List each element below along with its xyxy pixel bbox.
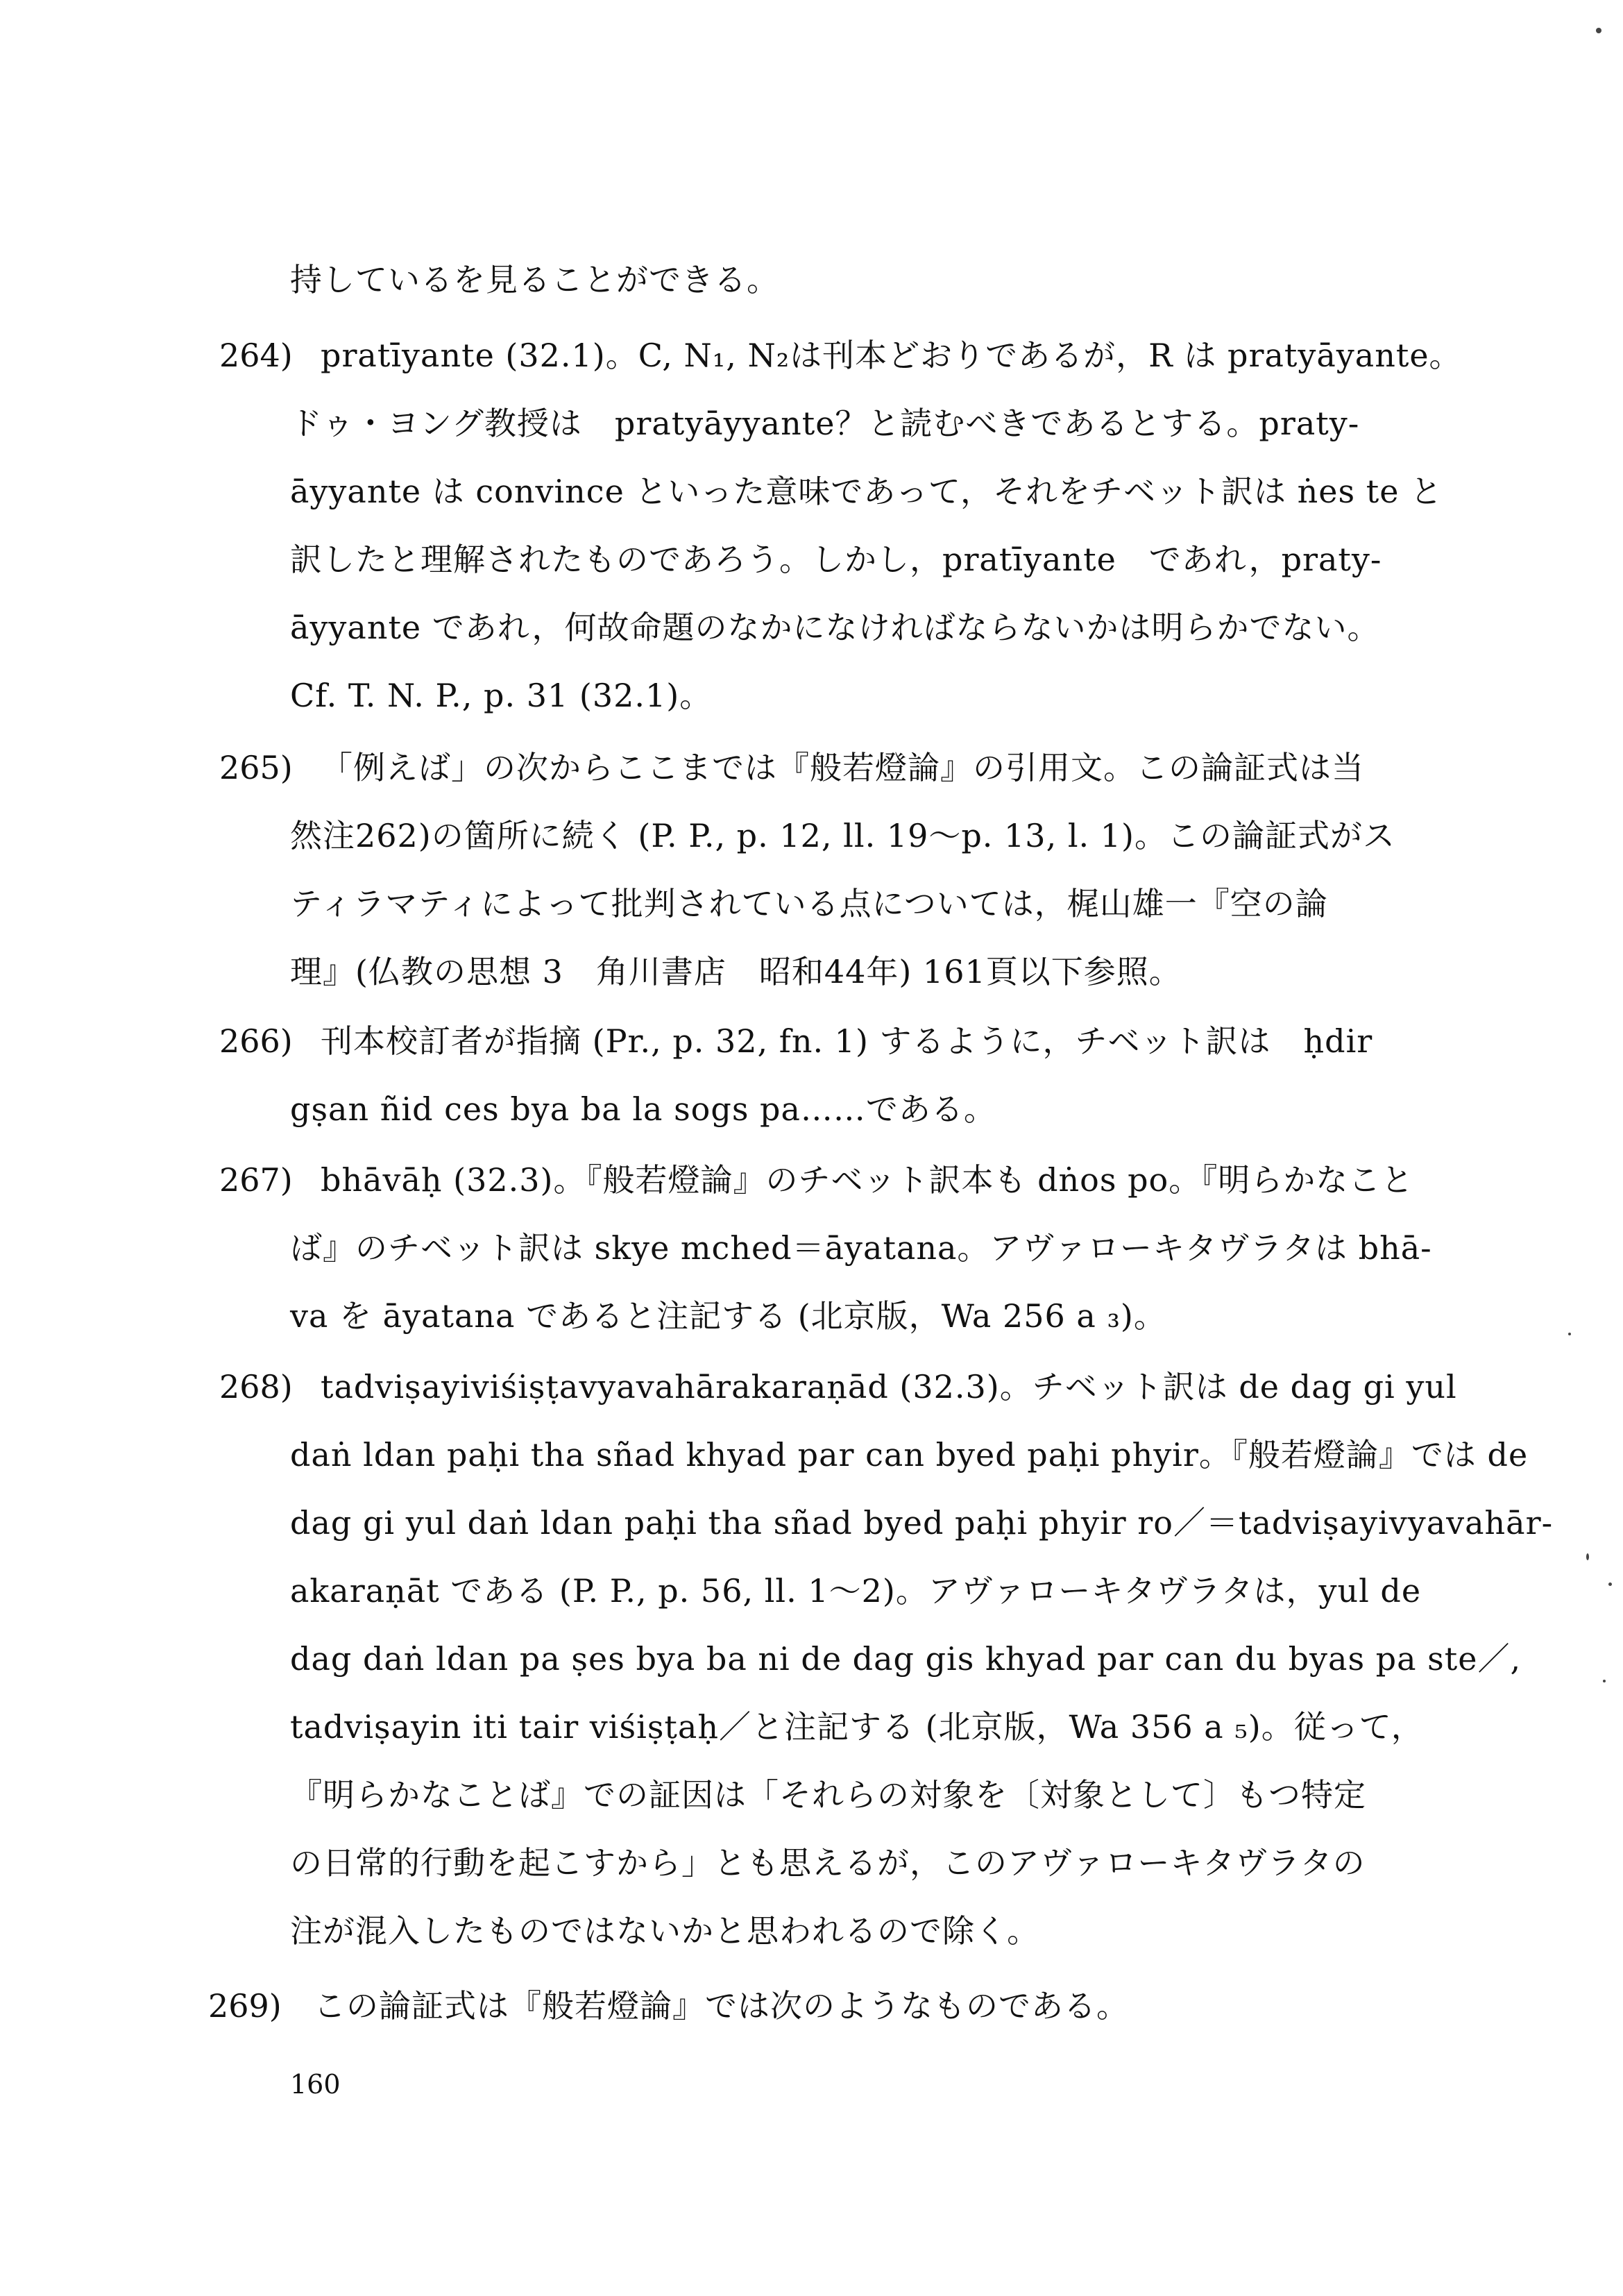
note-line: の日常的行動を起こすから」とも思えるが，このアヴァローキタヴラタの <box>290 1844 1366 1882</box>
note-line: 訳したと理解されたものであろう。しかし，pratīyante であれ，praty- <box>290 541 1382 578</box>
note-number: 267) <box>219 1161 293 1199</box>
note-line: va を āyatana であると注記する (北京版，Wa 256 a ₃)。 <box>290 1297 1166 1335</box>
note-line: 『明らかなことば』での証因は「それらの対象を〔対象として〕もつ特定 <box>290 1776 1366 1814</box>
note-line: āyyante は convince といった意味であって，それをチベット訳は ṅes te と <box>290 473 1443 510</box>
note-line: 然注262)の箇所に続く (P. P., p. 12, ll. 19～p. 13, l. 1)。この論証式がス <box>290 817 1395 854</box>
note-line: 刊本校訂者が指摘 (Pr., p. 32, fn. 1) するように，チベット訳は ḥdir <box>321 1022 1373 1060</box>
note-line: tadviṣayiviśiṣṭavyavahārakaraṇād (32.3)。チベット訳は de dag gi yul <box>321 1368 1457 1406</box>
note-line: bhāvāḥ (32.3)。『般若燈論』のチベット訳本も dṅos po。『明らかなこと <box>321 1161 1414 1199</box>
note-line: ドゥ・ヨング教授は pratyāyyante？と読むべきであるとする。praty- <box>290 405 1360 442</box>
note-line: ば』のチベット訳は skye mched＝āyatana。アヴァローキタヴラタは bhā- <box>290 1229 1432 1267</box>
note-line: dag gi yul daṅ ldan paḥi tha sñad byed paḥi phyir ro／＝tadviṣayivyavahār- <box>290 1504 1554 1542</box>
note-number: 266) <box>219 1022 293 1060</box>
page-number: 160 <box>290 2069 341 2100</box>
note-line: dag daṅ ldan pa ṣes bya ba ni de dag gis khyad par can du byas pa ste／, <box>290 1640 1522 1678</box>
note-number: 269) <box>208 1987 282 2025</box>
note-number: 268) <box>219 1368 293 1406</box>
continuation-line: 持しているを見ることができる。 <box>290 261 779 298</box>
note-line: āyyante であれ，何故命題のなかになければならないかは明らかでない。 <box>290 609 1380 646</box>
note-line: gṣan ñid ces bya ba la sogs pa……である。 <box>290 1090 996 1128</box>
note-line: 注が混入したものではないかと思われるので除く。 <box>290 1912 1040 1950</box>
scan-speck <box>1596 28 1601 33</box>
scan-speck <box>1586 1553 1589 1560</box>
note-line: tadviṣayin iti tair viśiṣṭaḥ／と注記する (北京版，Wa 356 a ₅)。従って， <box>290 1708 1424 1746</box>
note-line: akaraṇāt である (P. P., p. 56, ll. 1～2)。アヴァローキタヴラタは，yul de <box>290 1572 1422 1610</box>
note-line: Cf. T. N. P., p. 31 (32.1)。 <box>290 677 713 714</box>
scan-speck <box>1603 1680 1606 1682</box>
note-line: この論証式は『般若燈論』では次のようなものである。 <box>314 1987 1129 2025</box>
note-number: 265) <box>219 749 293 786</box>
note-line: 「例えば」の次からここまでは『般若燈論』の引用文。この論証式は当 <box>321 749 1364 786</box>
note-line: pratīyante (32.1)。C, N₁, N₂は刊本どおりであるが，R は pratyāyante。 <box>321 337 1462 374</box>
note-number: 264) <box>219 337 293 374</box>
scan-speck <box>1568 1333 1571 1335</box>
note-line: daṅ ldan paḥi tha sñad khyad par can byed paḥi phyir。『般若燈論』では de <box>290 1436 1529 1474</box>
note-line: 理』(仏教の思想 3 角川書店 昭和44年) 161頁以下参照。 <box>290 953 1182 990</box>
note-line: ティラマティによって批判されている点については，梶山雄一『空の論 <box>290 885 1328 922</box>
scan-speck <box>1608 1582 1612 1586</box>
